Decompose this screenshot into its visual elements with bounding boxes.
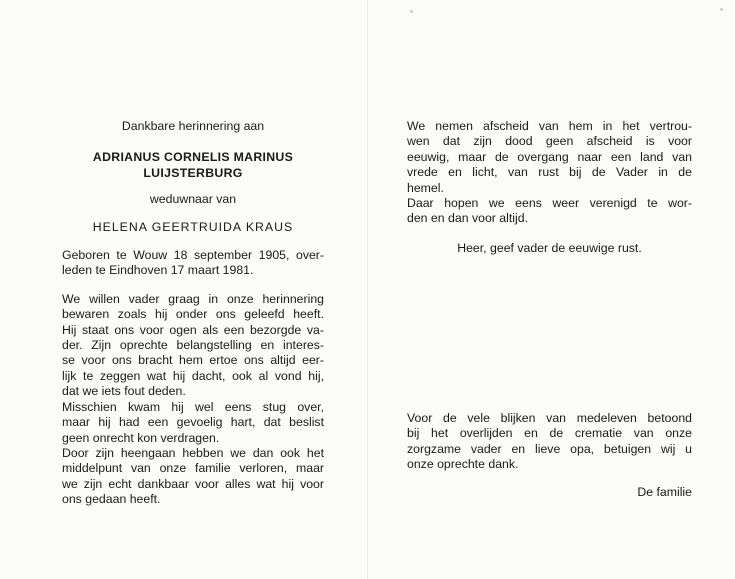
paragraph-line: we zijn echt dankbaar voor alles wat hij voor (62, 476, 324, 491)
paragraph-line: zorgzame vader en lieve opa, betuigen wij u (407, 441, 692, 456)
paragraph-line: lijk te zeggen wat hij dacht, ook al vond hij, (62, 368, 324, 383)
farewell-paragraph (407, 119, 692, 196)
paragraph-line: leden te Eindhoven 17 maart 1981. (62, 263, 254, 278)
deceased-name-line1: ADRIANUS CORNELIS MARINUS (92, 150, 294, 165)
paragraph-line: ons gedaan heeft. (62, 492, 161, 507)
intro-text: Dankbare herinnering aan (121, 119, 265, 133)
hope-paragraph (407, 196, 692, 227)
paragraph-line: der. Zijn oprechte belangstelling en interes- (62, 338, 324, 353)
corner-mark (720, 8, 723, 11)
paragraph-line: dat we iets fout deden. (62, 384, 186, 399)
birth-death-paragraph (62, 248, 324, 279)
signature: De familie (637, 485, 692, 499)
deceased-name-line2: LUIJSTERBURG (143, 165, 243, 180)
paragraph-line: Hij staat ons voor ogen als een bezorgde va- (62, 322, 324, 337)
paragraph-line: Misschien kwam hij wel eens stug over, (62, 399, 324, 414)
paragraph-line: maar hij had een gevoelig hart, dat beslist (62, 415, 324, 430)
paragraph-line: middelpunt van onze familie verloren, maar (62, 461, 324, 476)
paragraph-line: den en dan voor altijd. (407, 211, 529, 226)
paragraph-line: We willen vader graag in onze herinnering (62, 291, 324, 306)
memory-paragraph (62, 292, 324, 400)
relation-text: weduwnaar van (149, 192, 237, 207)
right-panel (407, 119, 692, 256)
paragraph-line: eeuwig, maar de overgang naar een land van (407, 149, 692, 164)
card-fold-line (367, 0, 368, 579)
paragraph-line: wen dat zijn dood geen afscheid is voor (407, 134, 692, 149)
paragraph-line: vrede en licht, van rust bij de Vader in de (407, 165, 692, 180)
paragraph-line: Geboren te Wouw 18 september 1905, over- (62, 248, 324, 263)
corner-mark (410, 10, 413, 13)
loss-paragraph (62, 446, 324, 508)
paragraph-line: Voor de vele blijken van medeleven betoond (407, 411, 692, 425)
paragraph-line: Door zijn heengaan hebben we dan ook het (62, 445, 324, 460)
paragraph-line: geen onrecht kon verdragen. (62, 430, 220, 445)
prayer-text: Heer, geef vader de eeuwige rust. (457, 240, 642, 255)
spouse-name: HELENA GEERTRUIDA KRAUS (92, 219, 294, 234)
paragraph-line: We nemen afscheid van hem in het vertrou- (407, 119, 692, 133)
thanks-paragraph (407, 411, 692, 473)
left-panel (62, 119, 324, 508)
character-paragraph (62, 400, 324, 446)
paragraph-line: Daar hopen we eens weer verenigd te wor- (407, 196, 692, 211)
paragraph-line: bij het overlijden en de crematie van onze (407, 426, 692, 441)
paragraph-line: se voor ons bracht hem ertoe ons altijd eer- (62, 353, 324, 368)
paragraph-line: hemel. (407, 180, 444, 195)
paragraph-line: onze oprechte dank. (407, 457, 519, 472)
paragraph-line: bewaren zoals hij onder ons geleefd heeft. (62, 307, 324, 322)
